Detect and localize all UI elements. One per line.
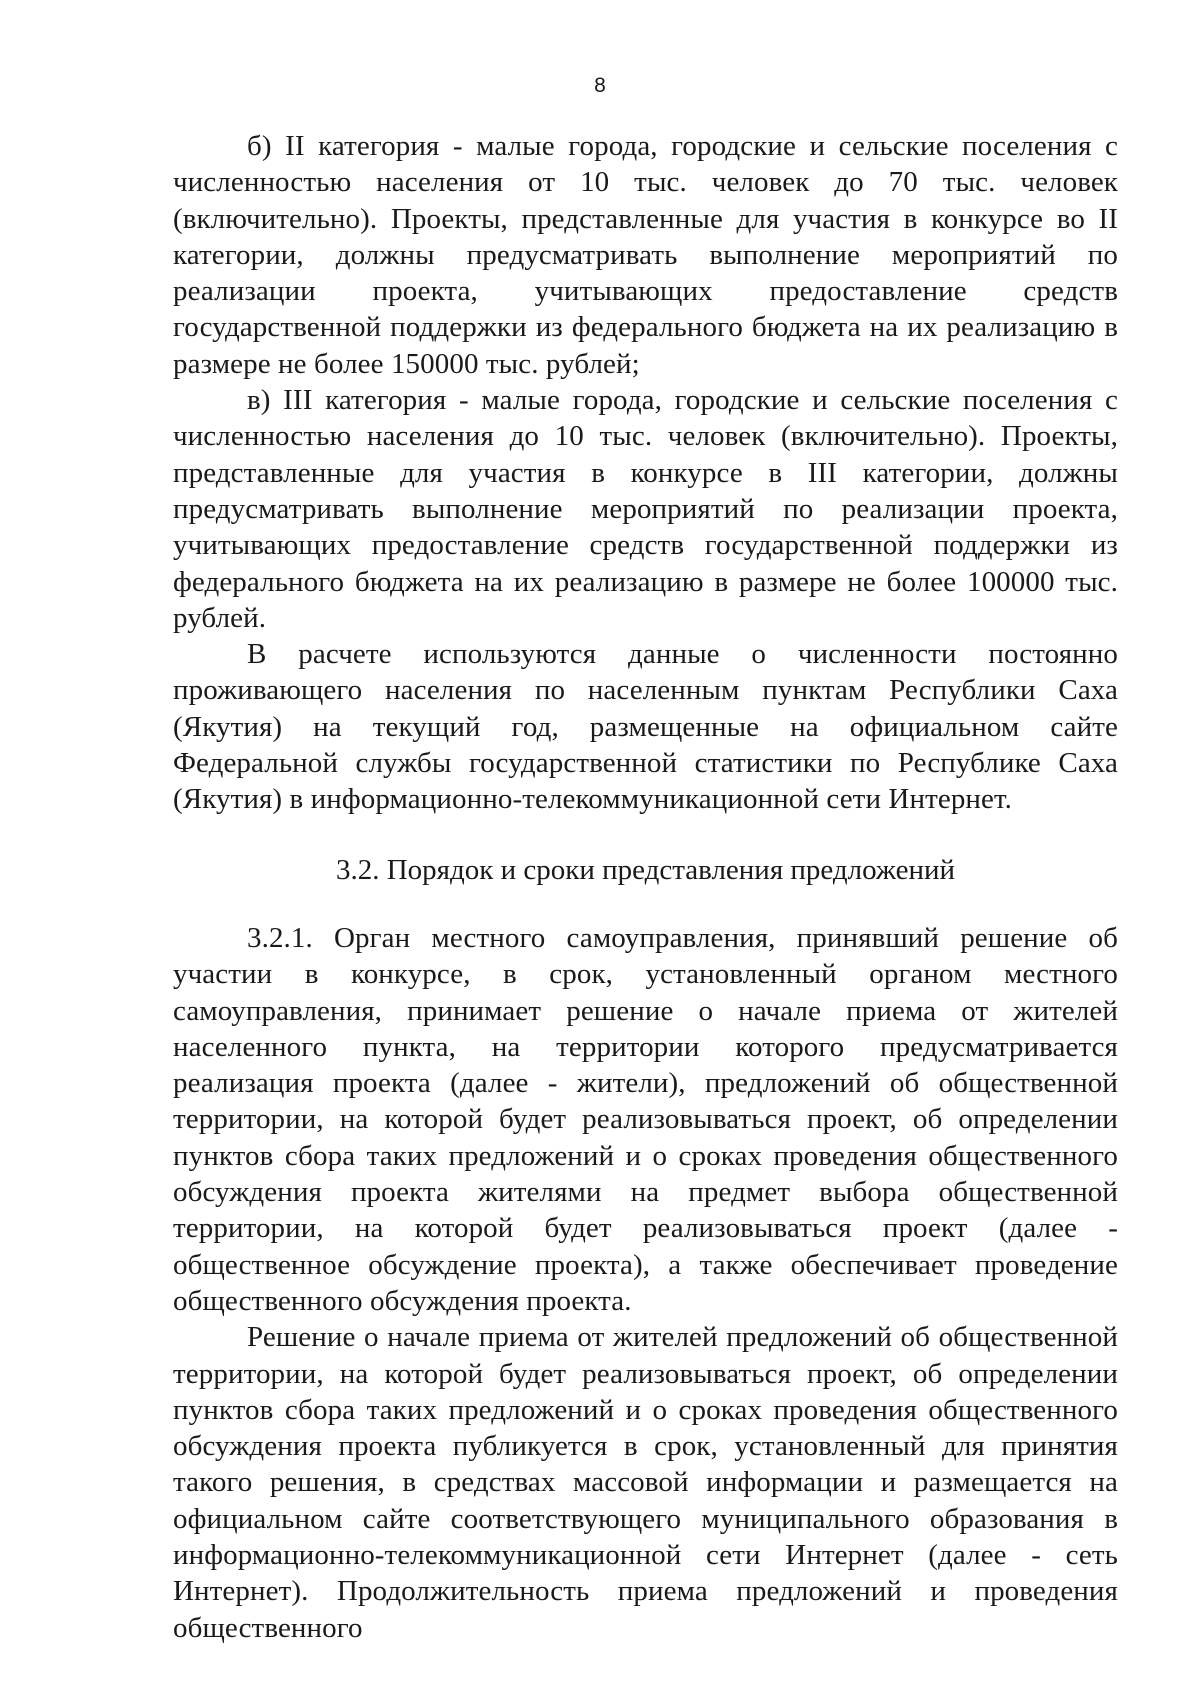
text-block-bottom: [173, 920, 1118, 1646]
paragraph-decision-publication: Решение о начале приема от жителей предложений об общественной территории, на которой будет реализовываться проект, об определении пунктов сбора таких предложений и о сроках проведения общественного обсуждения проекта публикуется в срок, установленный для принятия такого решения, в средствах массовой информации и размещается на официальном сайте соответствующего муниципального образования в информационно-телекоммуникационной сети Интернет (далее - сеть Интернет). Продолжительность приема предложений и проведения общественного: [173, 1321, 1118, 1644]
paragraph-category-3: в) III категория - малые города, городские и сельские поселения с численностью населения до 10 тыс. человек (включительно). Проекты, представленные для участия в конкурсе в III категории, должны предусматривать выполнение мероприятий по реализации проекта, учитывающих предоставление средств государственной поддержки из федерального бюджета на их реализацию в размере не более 100000 тыс. рублей.: [173, 384, 1118, 634]
page-number: 8: [594, 74, 606, 97]
section-heading: 3.2. Порядок и сроки представления предложений: [335, 854, 956, 886]
paragraph-category-2: б) II категория - малые города, городские и сельские поселения с численностью населения от 10 тыс. человек до 70 тыс. человек (включительно). Проекты, представленные для участия в конкурсе во II категории, должны предусматривать выполнение мероприятий по реализации проекта, учитывающих предоставление средств государственной поддержки из федерального бюджета на их реализацию в размере не более 150000 тыс. рублей;: [173, 130, 1118, 380]
paragraph-population-data: В расчете используются данные о численности постоянно проживающего населения по населенным пунктам Республики Саха (Якутия) на текущий год, размещенные на официальном сайте Федеральной службы государственной статистики по Республике Саха (Якутия) в информационно-телекоммуникационной сети Интернет.: [173, 638, 1118, 816]
paragraph-3-2-1: 3.2.1. Орган местного самоуправления, принявший решение об участии в конкурсе, в срок, установленный органом местного самоуправления, принимает решение о начале приема от жителей населенного пункта, на территории которого предусматривается реализация проекта (далее - жители), предложений об общественной территории, на которой будет реализовываться проект, об определении пунктов сбора таких предложений и о сроках проведения общественного обсуждения проекта жителями на предмет выбора общественной территории, на которой будет реализовываться проект (далее - общественное обсуждение проекта), а также обеспечивает проведение общественного обсуждения проекта.: [173, 922, 1118, 1317]
text-block-top: [173, 128, 1118, 818]
